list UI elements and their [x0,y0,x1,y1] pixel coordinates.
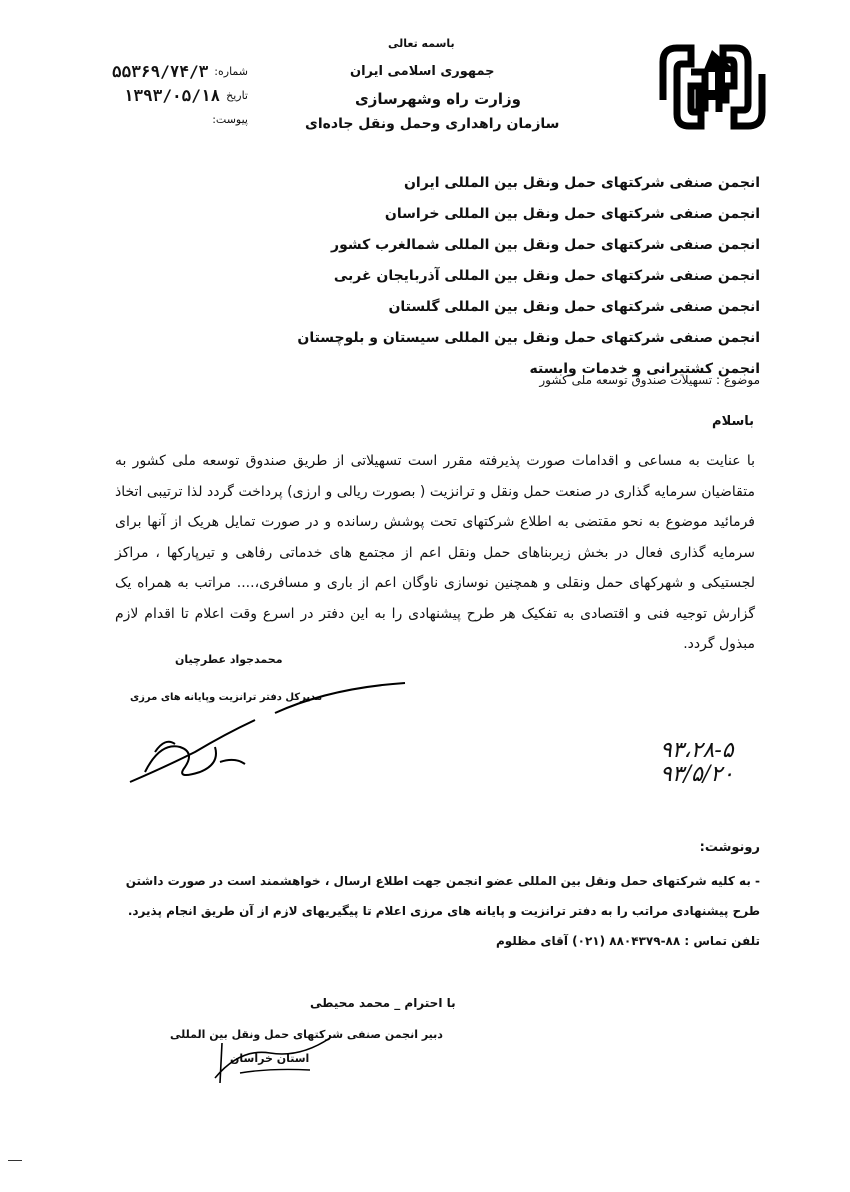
cc-title: رونوشت: [699,840,760,855]
recipient-item: انجمن صنفی شرکتهای حمل ونقل بین المللی ایران [403,175,760,191]
recipients-list [200,168,760,385]
recipient-item: انجمن صنفی شرکتهای حمل ونقل بین المللی گلستان [388,299,760,315]
scan-edge-mark [8,1160,22,1161]
signer-name: محمدجواد عطرچیان [175,653,283,666]
signature-icon [125,712,265,792]
letter-date-row [78,84,248,108]
recipient-item: انجمن صنفی شرکتهای حمل ونقل بین المللی سیستان و بلوچستان [297,330,760,346]
closing-title: دبیر انجمن صنفی شرکتهای حمل ونقل بین المللی [170,1028,443,1041]
cc-line-3: تلفن تماس : ۸۸-۸۸۰۴۳۷۹ (۰۲۱) آقای مظلوم [495,934,760,948]
attachment-label: پیوست: [212,113,248,126]
header-organization: سازمان راهداری وحمل ونقل جاده‌ای [305,116,560,132]
recipient-item: انجمن صنفی شرکتهای حمل ونقل بین المللی آذربایجان غربی [333,268,760,284]
cc-line-1: - به کلیه شرکتهای حمل ونقل بین المللی عضو انجمن جهت اطلاع ارسال ، خواهشمند است در صورت داشتن [125,874,760,888]
signer-title: مدیرکل دفتر ترانزیت وپایانه های مرزی [130,692,323,703]
closing-org: استان خراسان [230,1052,310,1065]
letter-attachment-row [78,108,248,132]
header-ministry: وزارت راه وشهرسازی [355,90,521,108]
letter-meta [78,60,248,132]
handwritten-note-1: ۹۳،۲۸-۵ [660,738,734,763]
header-invocation: باسمه تعالی [388,37,455,50]
road-organization-logo-icon [655,42,770,132]
handwritten-note-2: ۹۳/۵/۲۰ [660,762,734,787]
date-label: تاریخ [226,89,248,102]
letter-number-row [78,60,248,84]
number-label: شماره: [214,65,248,78]
recipient-item: انجمن صنفی شرکتهای حمل ونقل بین المللی شمالغرب کشور [331,237,760,253]
number-value: ۵۵۳۶۹/۷۴/۳ [111,62,209,81]
recipient-item: انجمن کشتیرانی و خدمات وابسته [529,361,760,377]
recipient-item: انجمن صنفی شرکتهای حمل ونقل بین المللی خراسان [384,206,760,222]
letter-body: با عنایت به مساعی و اقدامات صورت پذیرفته مقرر است تسهیلاتی از طریق صندوق توسعه ملی کشور به متقاضیان سرمایه گذاری در صنعت حمل ونقل و ترانزیت ( بصورت ریالی و ارزی) پرداخت گردد لذا ترتیبی اتخاذ فرمائید موضوع به نحو مقتضی به اطلاع شرکتهای تحت پوشش رسانده و در صورت تمایل هریک از آنها برای سرمایه گذاری فعال در بخش زیربناهای حمل ونقل اعم از مجتمع های خدماتی رفاهی و تیرپارکها ، مراکز لجستیکی و شهرکهای حمل ونقلی و همچنین نوسازی ناوگان اعم از باری و مسافری،.... مراتب به همراه یک گزارش توجیه فنی و اقتصادی به تفکیک هر طرح پیشنهادی را به این دفتر در اسرع وقت اعلام تا اقدام لازم مبذول گردد. [115,453,755,652]
closing-regards: با احترام _ محمد محیطی [310,996,456,1010]
header-country: جمهوری اسلامی ایران [350,64,495,79]
cc-line-2: طرح پیشنهادی مراتب را به دفتر ترانزیت و پایانه های مرزی اعلام تا پیگیریهای لازم از آن طریق انجام پذیرد. [127,904,760,918]
letter-subject: موضوع : تسهیلات صندوق توسعه ملی کشور [539,373,760,387]
date-value: ۱۳۹۳/۰۵/۱۸ [123,86,221,105]
salutation: باسلام [712,414,754,429]
